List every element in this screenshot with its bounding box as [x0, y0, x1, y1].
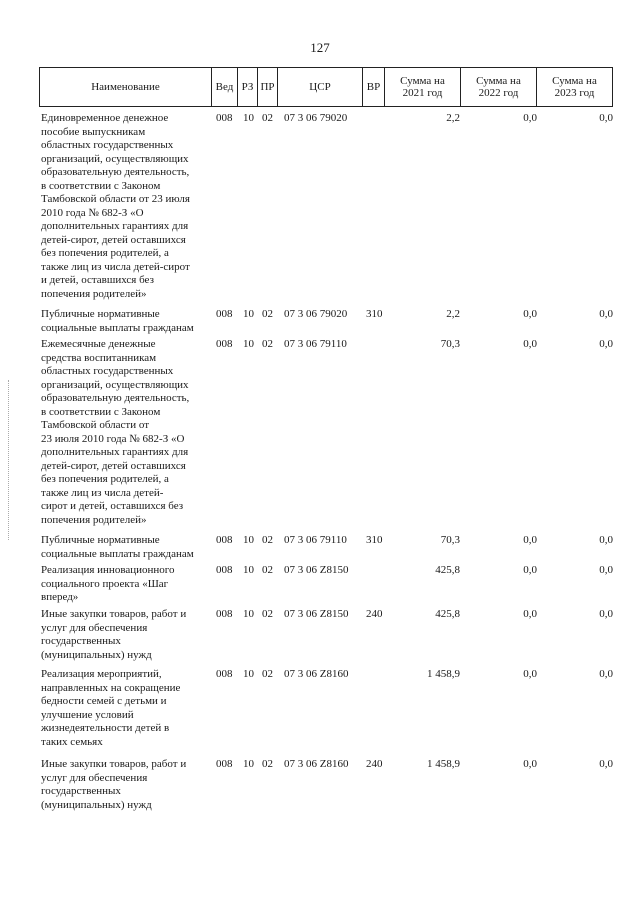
row-name-line: дополнительных гарантиях для	[41, 220, 189, 232]
row-name-line: и детей, оставшихся без	[41, 274, 154, 286]
row-name-line: Публичные нормативные	[41, 534, 160, 546]
cell-pr: 02	[262, 758, 273, 770]
row-name-line: (муниципальных) нужд	[41, 648, 152, 661]
cell-ved: 008	[216, 534, 233, 546]
row-name	[41, 308, 213, 335]
cell-ved: 008	[216, 608, 233, 620]
row-name-line: жизнедеятельности детей в	[41, 722, 170, 734]
row-name	[41, 668, 213, 749]
header-sum-2023: Сумма на 2023 год	[537, 68, 613, 107]
cell-rz: 10	[243, 758, 254, 770]
cell-rz: 10	[243, 338, 254, 350]
cell-rz: 10	[243, 534, 254, 546]
cell-sum-2022: 0,0	[523, 338, 537, 350]
row-name-line: бедности семей с детьми и	[41, 695, 167, 707]
cell-ved: 008	[216, 308, 233, 320]
cell-rz: 10	[243, 668, 254, 680]
row-name-line: Иные закупки товаров, работ и	[41, 608, 187, 620]
row-name-line: государственных	[41, 785, 121, 797]
row-name-line: детей-сирот, детей оставшихся	[41, 233, 186, 246]
page-number: 127	[310, 40, 330, 55]
cell-csr: 07 3 06 Z8160	[284, 668, 349, 680]
cell-sum-2021: 2,2	[446, 112, 460, 124]
cell-pr: 02	[262, 668, 273, 680]
cell-csr: 07 3 06 79110	[284, 338, 347, 350]
cell-pr: 02	[262, 338, 273, 350]
row-name-line: средства воспитанникам	[41, 351, 157, 364]
cell-sum-2021: 70,3	[440, 534, 460, 546]
cell-ved: 008	[216, 758, 233, 770]
cell-ved: 008	[216, 564, 233, 576]
cell-sum-2023: 0,0	[599, 534, 613, 546]
row-name-line: организаций, осуществляющих	[41, 152, 189, 165]
cell-sum-2021: 1 458,9	[427, 668, 460, 680]
cell-rz: 10	[243, 608, 254, 620]
row-name-line: услуг для обеспечения	[41, 771, 148, 784]
cell-sum-2022: 0,0	[523, 534, 537, 546]
row-name-line: социального проекта «Шаг	[41, 577, 169, 590]
cell-sum-2023: 0,0	[599, 758, 613, 770]
cell-sum-2022: 0,0	[523, 564, 537, 576]
row-name-line: сирот и детей, оставшихся без	[41, 500, 184, 512]
header-csr: ЦСР	[278, 68, 363, 107]
row-name-line: Тамбовской области от 23 июля	[41, 193, 190, 205]
cell-vr: 310	[366, 534, 383, 546]
cell-csr: 07 3 06 Z8150	[284, 608, 349, 620]
row-name-line: попечения родителей»	[41, 513, 147, 526]
cell-sum-2022: 0,0	[523, 758, 537, 770]
row-name-line: Ежемесячные денежные	[41, 338, 156, 350]
cell-pr: 02	[262, 308, 273, 320]
cell-vr: 310	[366, 308, 383, 320]
row-name-line: 2010 года № 682-З «О	[41, 206, 144, 219]
row-name	[41, 564, 213, 605]
row-name	[41, 112, 213, 301]
cell-sum-2022: 0,0	[523, 608, 537, 620]
header-vr: ВР	[363, 68, 385, 107]
cell-sum-2023: 0,0	[599, 564, 613, 576]
header-name: Наименование	[40, 68, 212, 107]
row-name-line: Иные закупки товаров, работ и	[41, 758, 187, 770]
cell-sum-2021: 425,8	[435, 608, 460, 620]
cell-sum-2022: 0,0	[523, 308, 537, 320]
cell-sum-2022: 0,0	[523, 112, 537, 124]
row-name-line: Публичные нормативные	[41, 308, 160, 320]
cell-vr: 240	[366, 758, 383, 770]
cell-ved: 008	[216, 338, 233, 350]
cell-ved: 008	[216, 668, 233, 680]
cell-pr: 02	[262, 564, 273, 576]
cell-sum-2022: 0,0	[523, 668, 537, 680]
row-name	[41, 338, 213, 527]
cell-sum-2021: 425,8	[435, 564, 460, 576]
table-header	[39, 67, 613, 107]
row-name-line: организаций, осуществляющих	[41, 378, 189, 391]
cell-csr: 07 3 06 79110	[284, 534, 347, 546]
row-name-line: 23 июля 2010 года № 682-З «О	[41, 432, 185, 445]
row-name-line: направленных на сокращение	[41, 681, 181, 694]
header-rz: РЗ	[238, 68, 258, 107]
row-name-line: услуг для обеспечения	[41, 621, 148, 634]
cell-sum-2023: 0,0	[599, 338, 613, 350]
row-name-line: социальные выплаты гражданам	[41, 547, 194, 560]
row-name-line: детей-сирот, детей оставшихся	[41, 459, 186, 472]
header-sum-2021: Сумма на 2021 год	[385, 68, 461, 107]
cell-csr: 07 3 06 Z8150	[284, 564, 349, 576]
row-name-line: дополнительных гарантиях для	[41, 446, 189, 458]
cell-sum-2021: 1 458,9	[427, 758, 460, 770]
row-name-line: в соответствии с Законом	[41, 405, 161, 418]
row-name-line: попечения родителей»	[41, 287, 147, 300]
cell-sum-2023: 0,0	[599, 112, 613, 124]
cell-sum-2021: 70,3	[440, 338, 460, 350]
cell-rz: 10	[243, 112, 254, 124]
row-name-line: также лиц из числа детей-	[41, 486, 164, 499]
row-name-line: без попечения родителей, а	[41, 473, 169, 485]
row-name-line: Тамбовской области от	[41, 419, 150, 431]
cell-csr: 07 3 06 Z8160	[284, 758, 349, 770]
margin-mark	[8, 380, 11, 540]
row-name-line: Реализация мероприятий,	[41, 668, 162, 680]
row-name-line: Реализация инновационного	[41, 564, 175, 576]
row-name	[41, 758, 213, 812]
cell-pr: 02	[262, 112, 273, 124]
row-name-line: (муниципальных) нужд	[41, 798, 152, 811]
cell-rz: 10	[243, 564, 254, 576]
row-name-line: образовательную деятельность,	[41, 166, 190, 178]
cell-sum-2023: 0,0	[599, 308, 613, 320]
cell-rz: 10	[243, 308, 254, 320]
row-name-line: без попечения родителей, а	[41, 247, 169, 259]
cell-pr: 02	[262, 608, 273, 620]
cell-csr: 07 3 06 79020	[284, 308, 348, 320]
header-sum-2022: Сумма на 2022 год	[461, 68, 537, 107]
row-name-line: образовательную деятельность,	[41, 392, 190, 404]
row-name-line: государственных	[41, 635, 121, 647]
cell-sum-2021: 2,2	[446, 308, 460, 320]
cell-sum-2023: 0,0	[599, 608, 613, 620]
row-name-line: в соответствии с Законом	[41, 179, 161, 192]
row-name	[41, 534, 213, 561]
row-name-line: вперед»	[41, 591, 79, 603]
cell-sum-2023: 0,0	[599, 668, 613, 680]
row-name-line: областных государственных	[41, 365, 174, 377]
cell-ved: 008	[216, 112, 233, 124]
row-name-line: областных государственных	[41, 139, 174, 151]
row-name-line: улучшение условий	[41, 708, 134, 721]
row-name-line: таких семьях	[41, 735, 103, 748]
header-ved: Вед	[212, 68, 238, 107]
row-name-line: пособие выпускникам	[41, 125, 146, 138]
row-name-line: Единовременное денежное	[41, 112, 169, 124]
row-name	[41, 608, 213, 662]
cell-pr: 02	[262, 534, 273, 546]
row-name-line: также лиц из числа детей-сирот	[41, 260, 190, 273]
cell-vr: 240	[366, 608, 383, 620]
row-name-line: социальные выплаты гражданам	[41, 321, 194, 334]
cell-csr: 07 3 06 79020	[284, 112, 348, 124]
header-pr: ПР	[258, 68, 278, 107]
